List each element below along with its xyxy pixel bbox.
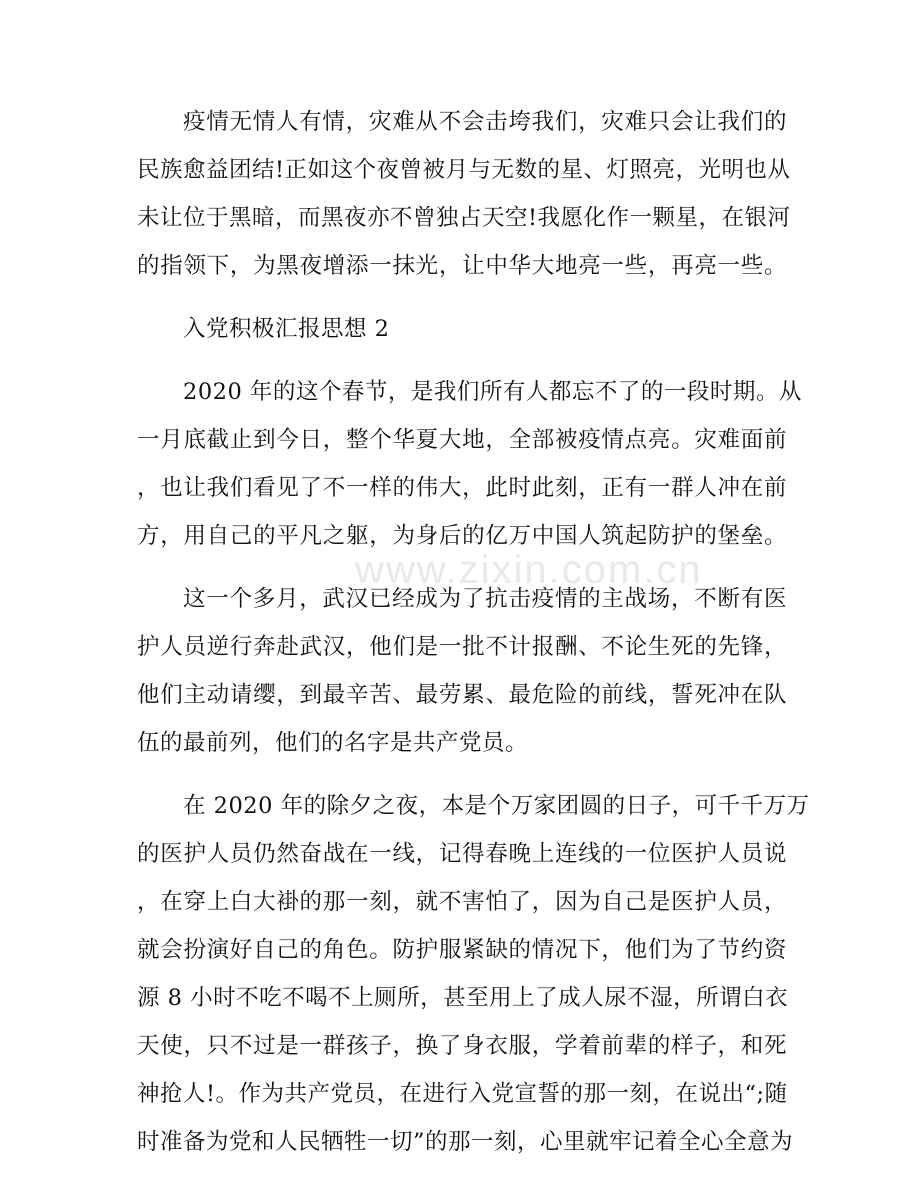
paragraph-line: 方，用自己的平凡之躯，为身后的亿万中国人筑起防护的堡垒。 — [137, 523, 787, 549]
paragraph-line: 的医护人员仍然奋战在一线，记得春晚上连线的一位医护人员说 — [137, 841, 787, 867]
paragraph-4 — [137, 575, 787, 767]
paragraph-line: 源 8 小时不吃不喝不上厕所，甚至用上了成人尿不湿，所谓白衣 — [137, 985, 789, 1011]
watermark: www.zixin.com.cn — [355, 548, 703, 592]
paragraph-line: 2020 年的这个春节，是我们所有人都忘不了的一段时期。从 — [183, 379, 802, 405]
paragraph-line: ，在穿上白大褂的那一刻，就不害怕了，因为自己是医护人员， — [137, 889, 787, 915]
paragraph-line: 民族愈益团结!正如这个夜曾被月与无数的星、灯照亮，光明也从 — [137, 157, 791, 183]
paragraph-5 — [137, 782, 810, 1166]
paragraph-line: 一月底截止到今日，整个华夏大地，全部被疫情点亮。灾难面前 — [137, 427, 787, 453]
paragraph-line: 天使，只不过是一群孩子，换了身衣服，学着前辈的样子，和死 — [137, 1033, 787, 1059]
paragraph-line: 这一个多月，武汉已经成为了抗击疫情的主战场，不断有医 — [183, 586, 787, 612]
paragraph-line: 未让位于黑暗，而黑夜亦不曾独占天空!我愿化作一颗星，在银河 — [137, 205, 791, 231]
paragraph-line: 伍的最前列，他们的名字是共产党员。 — [137, 730, 529, 756]
section-heading-text: 入党积极汇报思想 2 — [183, 316, 390, 342]
paragraph-line: 神抢人!。作为共产党员，在进行入党宣誓的那一刻，在说出“;随 — [137, 1081, 788, 1107]
section-heading — [137, 305, 787, 353]
paragraph-line: 他们主动请缨，到最辛苦、最劳累、最危险的前线，誓死冲在队 — [137, 682, 787, 708]
paragraph-line: ，也让我们看见了不一样的伟大，此时此刻，正有一群人冲在前 — [137, 475, 787, 501]
paragraph-1 — [137, 98, 791, 290]
paragraph-3 — [137, 368, 802, 560]
paragraph-line: 的指领下，为黑夜增添一抹光，让中华大地亮一些，再亮一些。 — [137, 253, 787, 279]
paragraph-line: 疫情无情人有情，灾难从不会击垮我们，灾难只会让我们的 — [183, 109, 787, 135]
paragraph-line: 就会扮演好自己的角色。防护服紧缺的情况下，他们为了节约资 — [137, 937, 787, 963]
paragraph-line: 护人员逆行奔赴武汉，他们是一批不计报酬、不论生死的先锋， — [137, 634, 787, 660]
document-body — [137, 98, 810, 1166]
paragraph-line: 时准备为党和人民牺牲一切”的那一刻，心里就牢记着全心全意为 — [137, 1129, 794, 1155]
paragraph-line: 在 2020 年的除夕之夜，本是个万家团圆的日子，可千千万万 — [183, 793, 810, 819]
